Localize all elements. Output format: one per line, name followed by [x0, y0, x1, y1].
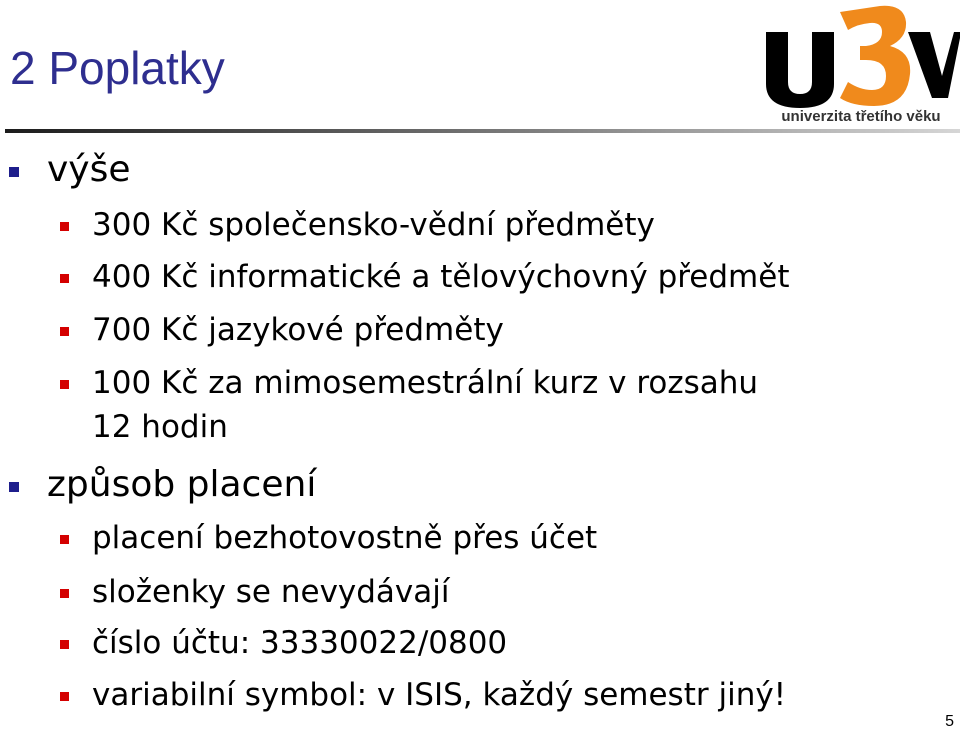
bullet-item: 400 Kč informatické a tělovýchovný předmět: [92, 255, 790, 299]
bullet-item: 300 Kč společensko-vědní předměty: [92, 203, 655, 247]
logo-tagline: univerzita třetího věku: [781, 108, 941, 125]
bullet-item: 700 Kč jazykové předměty: [92, 308, 504, 352]
page-number: 5: [945, 713, 954, 730]
bullet-item: variabilní symbol: v ISIS, každý semestr jiný!: [92, 673, 786, 717]
slide-title: 2 Poplatky: [10, 42, 225, 94]
bullet-item: číslo účtu: 33330022/0800: [92, 621, 507, 665]
bullet-item-continuation: 12 hodin: [92, 409, 228, 445]
bullet-heading-zpusob-placeni: způsob placení: [47, 464, 317, 505]
bullet-item: placení bezhotovostně přes účet: [92, 516, 597, 560]
bullet-heading-vyse: výše: [47, 149, 131, 190]
bullet-item: 100 Kč za mimosemestrální kurz v rozsahu: [92, 361, 758, 405]
bullet-item: složenky se nevydávají: [92, 570, 450, 614]
